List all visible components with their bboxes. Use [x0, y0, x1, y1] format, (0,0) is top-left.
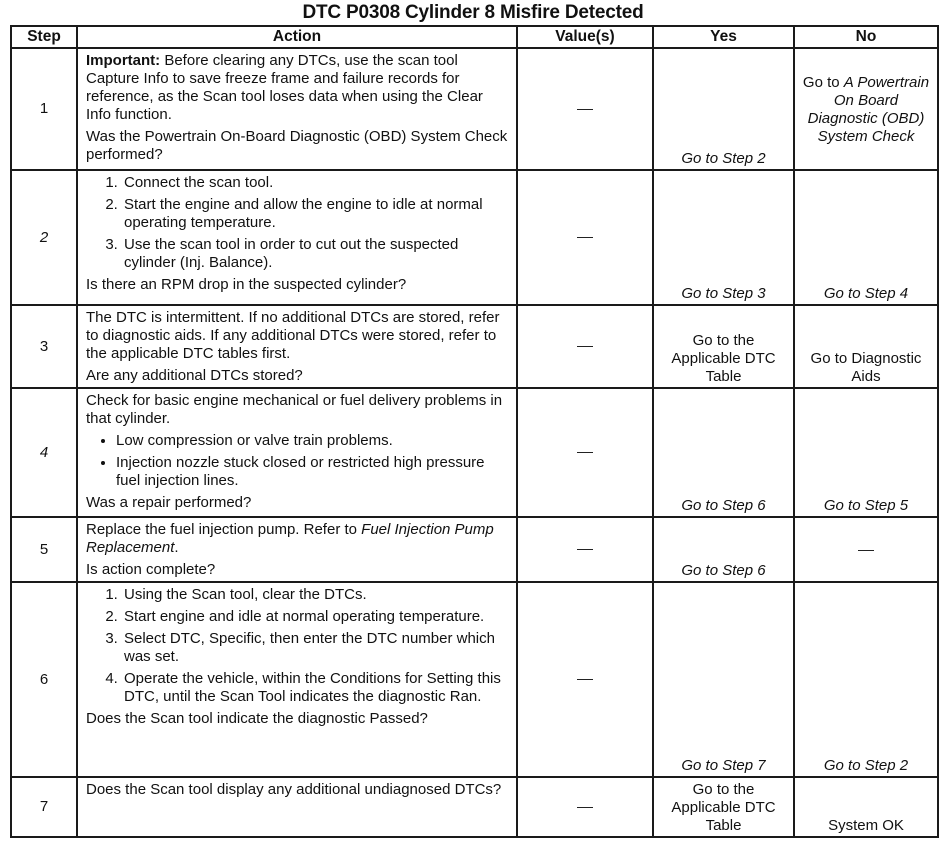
dash-icon	[577, 679, 593, 680]
dash-icon	[577, 109, 593, 110]
diagnostic-table	[10, 25, 939, 838]
yes-link[interactable]: Go to Step 2	[653, 48, 794, 170]
action-bullet: • Injection nozzle stuck closed or restricted high pressure fuel injection lines.	[116, 454, 508, 490]
no-link-target[interactable]: A Powertrain On Board Diagnostic (OBD) System Check	[807, 73, 930, 145]
procedure-link[interactable]: Fuel Injection Pump Replacement	[86, 521, 494, 556]
action-steps	[86, 174, 508, 272]
no-result: System OK	[794, 777, 938, 837]
action-question: Was the Powertrain On-Board Diagnostic (OBD) System Check performed?	[86, 128, 508, 163]
dash-icon	[577, 549, 593, 550]
step-number: 5	[11, 517, 77, 582]
action-text: The DTC is intermittent. If no additional DTCs are stored, refer to diagnostic aids. If any additional DTCs were stored, refer to the applicable DTC tables first.	[86, 309, 500, 362]
header-values: Value(s)	[517, 26, 653, 48]
table-row-step-7	[11, 777, 938, 837]
step-number: 1	[11, 48, 77, 170]
action-question: Was a repair performed?	[86, 494, 252, 511]
yes-link[interactable]: Go to Step 7	[653, 582, 794, 777]
value-cell	[517, 170, 653, 305]
step-number: 3	[11, 305, 77, 388]
important-note	[86, 52, 508, 124]
table-row-step-6	[11, 582, 938, 777]
action-bullets	[86, 432, 508, 490]
action-question: Is there an RPM drop in the suspected cylinder?	[86, 276, 407, 293]
yes-link[interactable]: Go to Step 6	[653, 388, 794, 517]
step-number: 4	[11, 388, 77, 517]
table-row-step-5	[11, 517, 938, 582]
no-link[interactable]: Go to Step 2	[794, 582, 938, 777]
yes-link[interactable]: Go to Step 6	[653, 517, 794, 582]
action-bullet: • Low compression or valve train problems.	[116, 432, 508, 450]
important-text: Before clearing any DTCs, use the scan tool Capture Info to save freeze frame and failure records for reference, as the Scan tool loses data when using the Clear Info function.	[86, 52, 483, 123]
action-cell	[77, 388, 517, 517]
step-number: 2	[11, 170, 77, 305]
value-cell	[517, 48, 653, 170]
no-link[interactable]: Go to Step 4	[794, 170, 938, 305]
action-text-suffix: .	[174, 539, 179, 556]
action-question: Is action complete?	[86, 561, 216, 578]
action-step: 2. Start the engine and allow the engine to idle at normal operating temperature.	[122, 196, 508, 232]
value-cell	[517, 517, 653, 582]
important-label: Important:	[86, 52, 161, 69]
table-row-step-1	[11, 48, 938, 170]
dash-icon	[858, 550, 874, 551]
action-step: 1. Using the Scan tool, clear the DTCs.	[122, 586, 508, 604]
action-cell	[77, 48, 517, 170]
dash-icon	[577, 237, 593, 238]
action-step: 3. Select DTC, Specific, then enter the DTC number which was set.	[122, 630, 508, 666]
action-step: 2. Start engine and idle at normal operating temperature.	[122, 608, 508, 626]
step-number: 6	[11, 582, 77, 777]
action-text	[86, 521, 508, 557]
step-number: 7	[11, 777, 77, 837]
action-cell	[77, 305, 517, 388]
action-steps	[86, 586, 508, 706]
table-row-step-4	[11, 388, 938, 517]
no-prefix: Go to	[802, 73, 844, 91]
action-question: Does the Scan tool indicate the diagnostic Passed?	[86, 710, 428, 727]
header-yes: Yes	[653, 26, 794, 48]
action-text: Check for basic engine mechanical or fuel delivery problems in that cylinder.	[86, 392, 503, 427]
yes-link[interactable]: Go to the Applicable DTC Table	[653, 305, 794, 388]
table-row-step-3	[11, 305, 938, 388]
value-cell	[517, 388, 653, 517]
dash-icon	[577, 346, 593, 347]
dash-icon	[577, 807, 593, 808]
page-title: DTC P0308 Cylinder 8 Misfire Detected	[302, 2, 644, 23]
no-link[interactable]	[794, 48, 938, 170]
no-cell	[794, 517, 938, 582]
action-step: 1. Connect the scan tool.	[122, 174, 508, 192]
table-header-row	[11, 26, 938, 48]
header-step: Step	[11, 26, 77, 48]
action-cell	[77, 777, 517, 837]
yes-link[interactable]: Go to Step 3	[653, 170, 794, 305]
action-cell	[77, 517, 517, 582]
value-cell	[517, 582, 653, 777]
yes-link[interactable]: Go to the Applicable DTC Table	[653, 777, 794, 837]
action-cell	[77, 582, 517, 777]
dash-icon	[577, 452, 593, 453]
value-cell	[517, 305, 653, 388]
no-link[interactable]: Go to Diagnostic Aids	[794, 305, 938, 388]
action-question: Are any additional DTCs stored?	[86, 367, 303, 384]
header-action: Action	[77, 26, 517, 48]
action-question: Does the Scan tool display any additional undiagnosed DTCs?	[86, 781, 502, 798]
no-link[interactable]: Go to Step 5	[794, 388, 938, 517]
action-step: 4. Operate the vehicle, within the Conditions for Setting this DTC, until the Scan Tool indicates the diagnostic Ran.	[122, 670, 508, 706]
action-cell	[77, 170, 517, 305]
action-text-prefix: Replace the fuel injection pump. Refer to	[86, 521, 362, 538]
table-row-step-2	[11, 170, 938, 305]
header-no: No	[794, 26, 938, 48]
value-cell	[517, 777, 653, 837]
action-step: 3. Use the scan tool in order to cut out the suspected cylinder (Inj. Balance).	[122, 236, 508, 272]
